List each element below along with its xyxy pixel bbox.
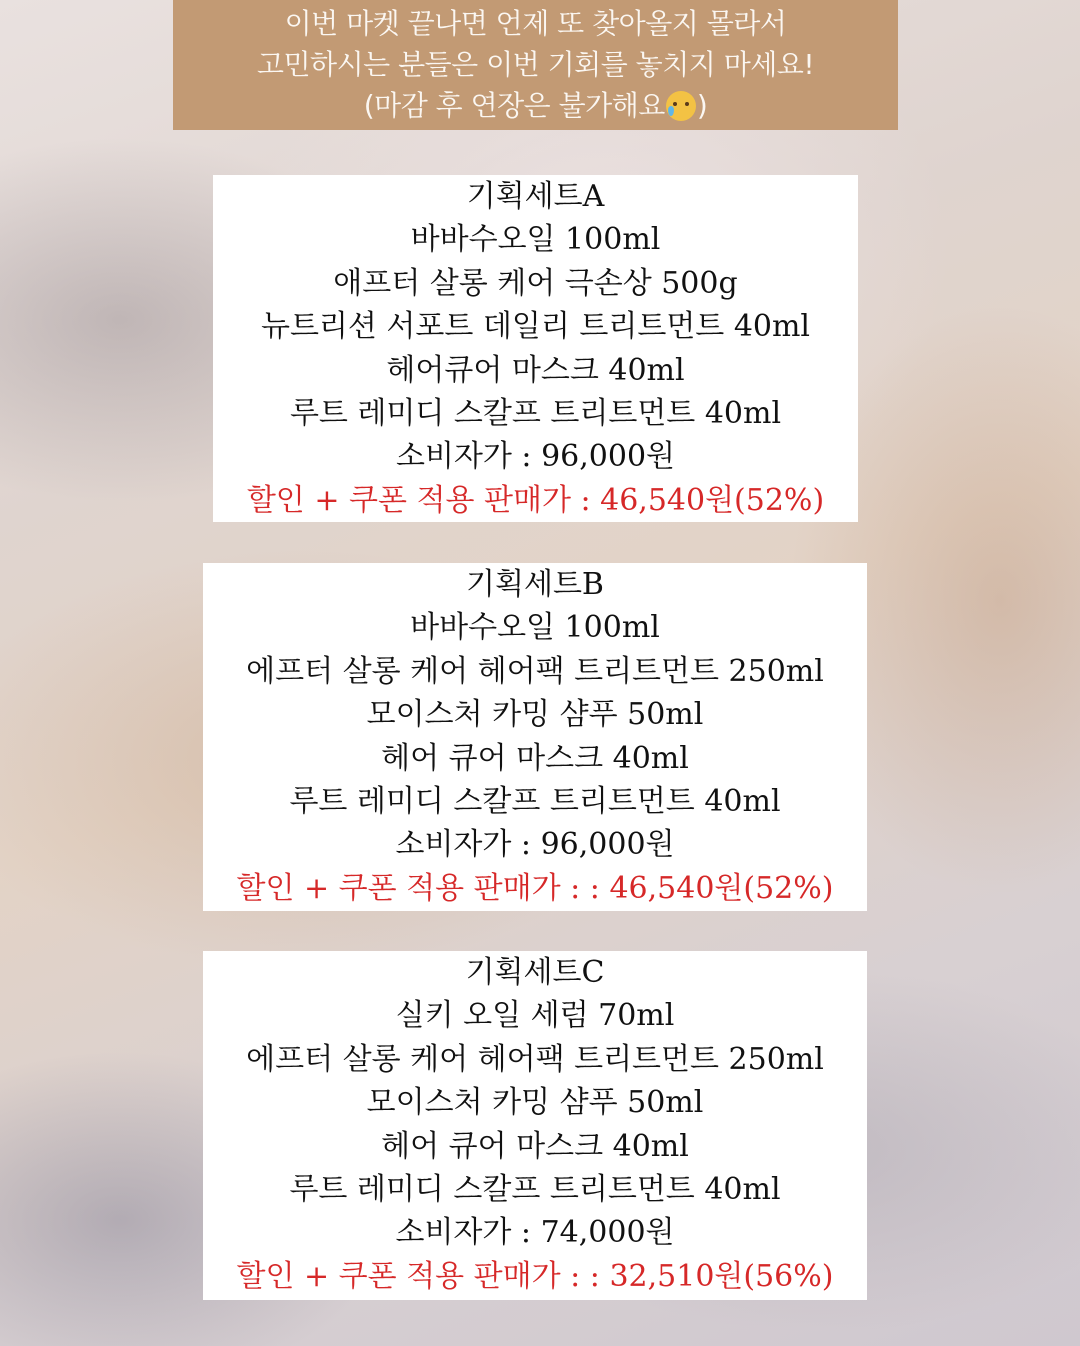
set-item: 헤어큐어 마스크 40ml xyxy=(386,352,685,388)
set-item: 루트 레미디 스칼프 트리트먼트 40ml xyxy=(289,784,781,820)
notice-line-3-text: (마감 후 연장은 불가해요 xyxy=(363,89,665,122)
set-item: 헤어 큐어 마스크 40ml xyxy=(381,740,689,776)
set-item: 실키 오일 세럼 70ml xyxy=(395,998,675,1034)
set-item: 바바수오일 100ml xyxy=(410,222,661,258)
set-item: 뉴트리션 서포트 데일리 트리트먼트 40ml xyxy=(260,309,811,345)
set-item: 에프터 살롱 케어 헤어팩 트리트먼트 250ml xyxy=(246,1041,824,1077)
sale-price: 할인 + 쿠폰 적용 판매가 : : 32,510원(56%) xyxy=(236,1258,834,1294)
set-title: 기획세트A xyxy=(466,179,605,214)
set-card-c xyxy=(203,951,867,1300)
sale-price: 할인 + 쿠폰 적용 판매가 : : 46,540원(52%) xyxy=(236,870,834,906)
set-item: 루트 레미디 스칼프 트리트먼트 40ml xyxy=(289,396,782,432)
retail-price: 소비자가 : 96,000원 xyxy=(395,439,676,475)
sale-price: 할인 + 쿠폰 적용 판매가 : 46,540원(52%) xyxy=(246,482,825,518)
set-title: 기획세트B xyxy=(466,567,604,602)
retail-price: 소비자가 : 74,000원 xyxy=(395,1215,675,1251)
set-item: 루트 레미디 스칼프 트리트먼트 40ml xyxy=(289,1172,781,1208)
set-card-a xyxy=(213,175,858,522)
notice-line-3 xyxy=(173,85,898,126)
set-card-b xyxy=(203,563,867,911)
set-item: 바바수오일 100ml xyxy=(410,610,660,646)
set-item: 애프터 살롱 케어 극손상 500g xyxy=(333,265,738,301)
notice-banner xyxy=(173,0,898,130)
set-item: 모이스처 카밍 샴푸 50ml xyxy=(366,1085,704,1121)
notice-line-1: 이번 마켓 끝나면 언제 또 찾아올지 몰라서 xyxy=(284,7,787,40)
set-item: 모이스처 카밍 샴푸 50ml xyxy=(366,697,704,733)
set-item: 헤어 큐어 마스크 40ml xyxy=(381,1128,689,1164)
set-item: 에프터 살롱 케어 헤어팩 트리트먼트 250ml xyxy=(246,653,824,689)
retail-price: 소비자가 : 96,000원 xyxy=(395,827,675,863)
notice-line-3-close: ) xyxy=(696,89,708,122)
crying-face-icon xyxy=(666,91,696,121)
set-title: 기획세트C xyxy=(465,955,605,990)
notice-line-2: 고민하시는 분들은 이번 기회를 놓치지 마세요! xyxy=(256,48,815,81)
